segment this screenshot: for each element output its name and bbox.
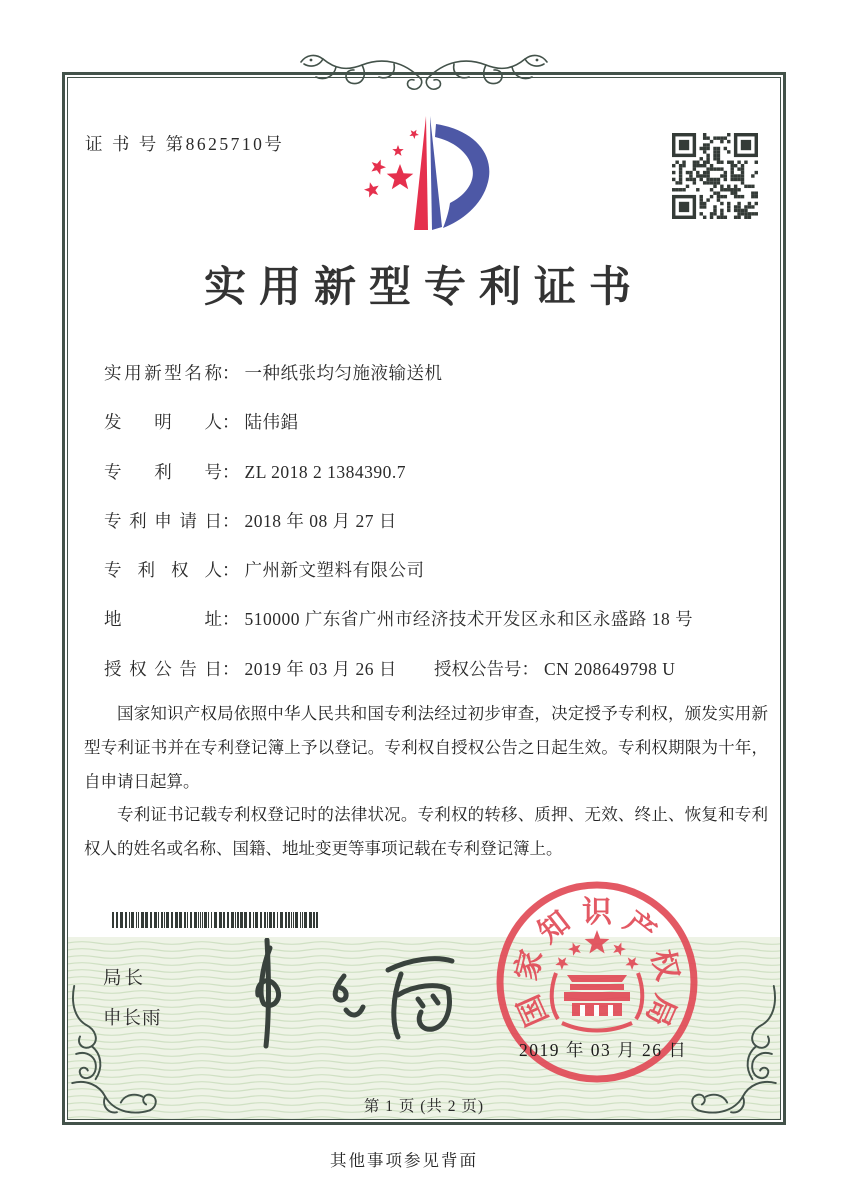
- legal-paragraph: 国家知识产权局依照中华人民共和国专利法经过初步审查，决定授予专利权，颁发实用新型专利证书并在专利登记簿上予以登记。专利权自授权公告之日起生效。专利权期限为十年，自申请日起算。: [84, 704, 768, 791]
- field-value: CN 208649798 U: [544, 658, 676, 679]
- field-label: 授权公告日: [104, 658, 222, 679]
- seal-char: 产: [617, 904, 662, 950]
- qr-code: [672, 133, 758, 219]
- legal-paragraph: 专利证书记载专利权登记时的法律状况。专利权的转移、质押、无效、终止、恢复和专利权人的姓名或名称、国籍、地址变更等事项记载在专利登记簿上。: [84, 805, 768, 859]
- field-row-patent-no: [104, 459, 764, 508]
- field-grant-number: [434, 656, 675, 681]
- signature-handwriting: [212, 938, 462, 1050]
- national-emblem-icon: [552, 930, 643, 1031]
- colon: ：: [222, 510, 240, 531]
- colon: ：: [222, 363, 240, 383]
- barcode: [112, 912, 324, 928]
- seal-char: 权: [644, 946, 685, 984]
- field-label: 专利权人: [104, 560, 222, 581]
- field-value: 广州新文塑料有限公司: [244, 560, 425, 581]
- certificate-title: 实用新型专利证书: [203, 265, 644, 311]
- field-label: 专利号: [104, 461, 222, 482]
- seal-char: 识: [582, 896, 612, 929]
- cnipa-logo-icon: [356, 110, 500, 237]
- seal-char: 家: [509, 946, 550, 984]
- colon: ：: [222, 412, 240, 433]
- seal-char: 知: [532, 904, 577, 950]
- colon: ：: [222, 560, 240, 581]
- colon: ：: [222, 658, 240, 679]
- field-row-patentee: [104, 557, 764, 606]
- seal-char: 局: [639, 989, 682, 1031]
- field-list: [104, 360, 764, 705]
- field-label: 地址: [104, 609, 222, 630]
- field-label: 专利申请日: [104, 510, 222, 531]
- field-label: 授权公告号: [434, 658, 522, 679]
- grant-seal-date: 2019 年 03 月 26 日: [519, 1040, 688, 1060]
- field-row-name: [104, 360, 764, 409]
- commissioner-name: 申长雨: [103, 1009, 162, 1029]
- field-value: 510000 广东省广州市经济技术开发区永和区永盛路 18 号: [244, 609, 694, 630]
- field-value: 2019 年 03 月 26 日: [244, 658, 397, 679]
- field-row-filing-date: [104, 508, 764, 557]
- field-label: 实用新型名称: [104, 363, 222, 383]
- field-value: 一种纸张均匀施液输送机: [244, 363, 443, 383]
- page-number: 第 1 页 (共 2 页): [363, 1098, 485, 1115]
- colon: ：: [521, 658, 539, 679]
- field-row-inventor: [104, 409, 764, 458]
- field-label: 发明人: [104, 412, 222, 433]
- certificate-number: 证 书 号 第8625710号: [85, 134, 285, 154]
- field-value: 陆伟錩: [244, 412, 299, 433]
- field-row-address: [104, 606, 764, 655]
- back-side-note: 其他事项参见背面: [330, 1151, 478, 1170]
- colon: ：: [222, 609, 240, 630]
- seal-char: 国: [512, 989, 555, 1031]
- field-value: ZL 2018 2 1384390.7: [244, 461, 406, 482]
- commissioner-title: 局长: [103, 969, 147, 989]
- field-value: 2018 年 08 月 27 日: [244, 510, 397, 531]
- legal-text: [84, 697, 768, 866]
- colon: ：: [222, 461, 240, 482]
